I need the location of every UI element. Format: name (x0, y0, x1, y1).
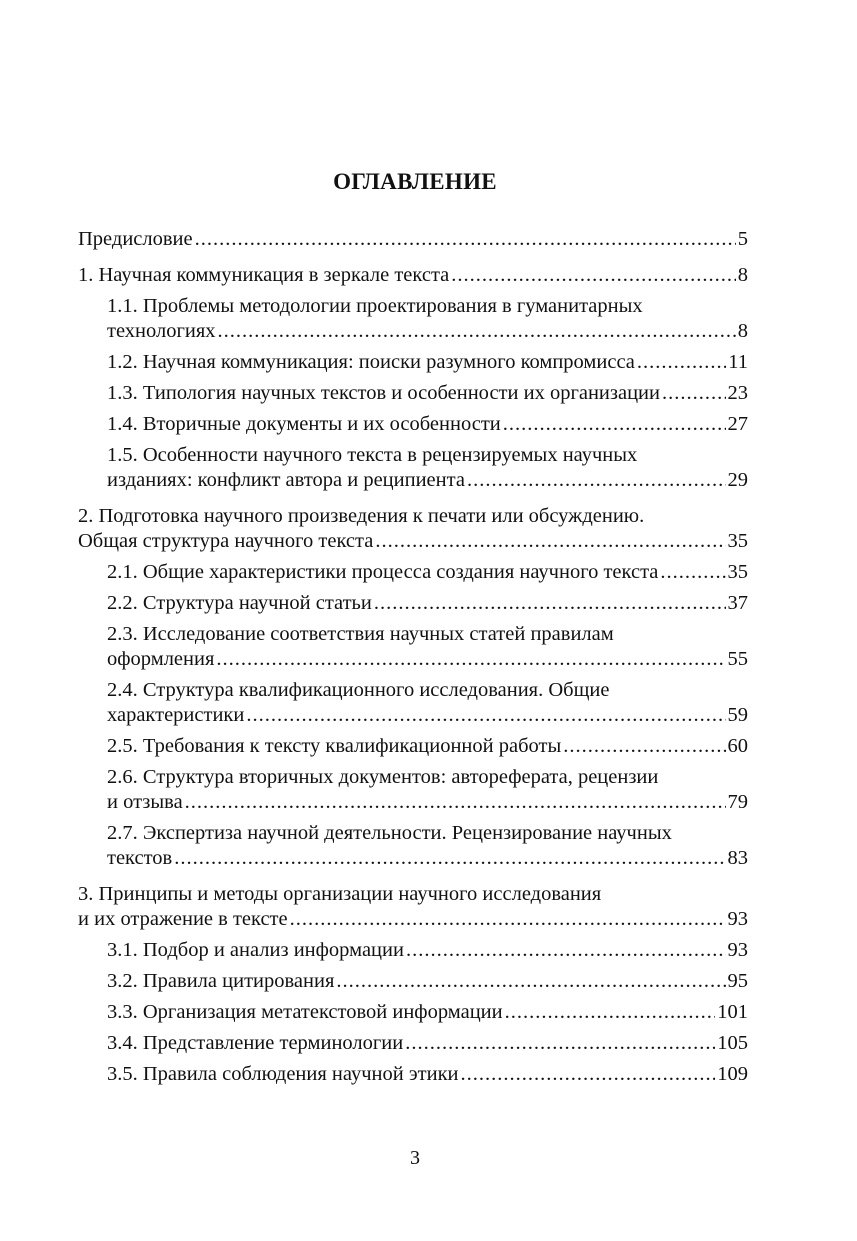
toc-entry-title: 3.5. Правила соблюдения научной этики (107, 1063, 459, 1085)
toc-leader-dots (216, 647, 725, 672)
toc-entry[interactable] (78, 381, 748, 406)
toc-entry-page: 27 (727, 413, 748, 435)
toc-leader-dots (218, 319, 736, 344)
toc-entry-title: 2.2. Структура научной статьи (107, 592, 372, 614)
toc-entry[interactable] (78, 1000, 748, 1025)
toc-leader-dots (662, 381, 726, 406)
toc-entry-page: 59 (727, 704, 748, 726)
toc-entry[interactable] (78, 443, 748, 493)
toc-entry[interactable] (78, 350, 748, 375)
toc-entry[interactable] (78, 622, 748, 672)
toc-entry-page: 55 (727, 648, 748, 670)
toc-entry-title: 1.3. Типология научных текстов и особенности их организации (107, 382, 660, 404)
toc-leader-dots (505, 1000, 716, 1025)
toc-entry-title: 3.4. Представление терминологии (107, 1032, 404, 1054)
toc-leader-dots (174, 846, 725, 871)
toc-leader-dots (195, 227, 736, 252)
toc-entry-page: 29 (727, 469, 748, 491)
toc-entry-title: 1.4. Вторичные документы и их особенности (107, 413, 501, 435)
toc-entry-page: 5 (737, 228, 748, 250)
toc-entry-page: 35 (727, 530, 748, 552)
toc-entry-title: 3.3. Организация метатекстовой информации (107, 1001, 503, 1023)
toc-entry-title: 1.2. Научная коммуникация: поиски разумного компромисса (107, 351, 635, 373)
toc-entry[interactable] (78, 882, 748, 932)
toc-entry-page: 23 (727, 382, 748, 404)
toc-entry-title-line1: 2.6. Структура вторичных документов: автореферата, рецензии (107, 766, 659, 788)
toc-entry-page: 95 (727, 970, 748, 992)
toc-entry-title: 1. Научная коммуникация в зеркале текста (78, 264, 450, 286)
toc-entry[interactable] (78, 765, 748, 815)
page-number: 3 (410, 1147, 420, 1169)
toc-entry-page: 93 (727, 939, 748, 961)
toc-entry-title-line1: 2.3. Исследование соответствия научных статей правилам (107, 623, 614, 645)
toc-leader-dots (451, 263, 735, 288)
toc-entry-title-line1: 3. Принципы и методы организации научного исследования (78, 883, 602, 905)
toc-entry[interactable] (78, 504, 748, 554)
toc-leader-dots (374, 591, 726, 616)
toc-entry-page: 101 (717, 1001, 748, 1023)
toc-entry-page: 35 (727, 561, 748, 583)
toc-entry[interactable] (78, 678, 748, 728)
toc-entry[interactable] (78, 294, 748, 344)
toc-entry-title: изданиях: конфликт автора и реципиента (107, 469, 465, 491)
toc-entry-page: 109 (717, 1063, 748, 1085)
toc-entry-title: 2.1. Общие характеристики процесса создания научного текста (107, 561, 659, 583)
toc-leader-dots (503, 412, 726, 437)
toc-leader-dots (461, 1062, 716, 1087)
page-title: ОГЛАВЛЕНИЕ (333, 169, 497, 194)
toc-leader-dots (563, 734, 725, 759)
toc-leader-dots (467, 468, 726, 493)
toc-entry-title: характеристики (107, 704, 245, 726)
toc-entry-title: оформления (107, 648, 215, 670)
toc-entry[interactable] (78, 591, 748, 616)
toc-leader-dots (405, 1031, 715, 1056)
toc-entry-title-line1: 2.7. Экспертиза научной деятельности. Рецензирование научных (107, 822, 672, 844)
toc-entry[interactable] (78, 1062, 748, 1087)
toc-entry-title: 2.5. Требования к тексту квалификационной работы (107, 735, 562, 757)
toc-entry-page: 83 (727, 847, 748, 869)
toc-entry-title: и их отражение в тексте (78, 908, 288, 930)
toc-entry-title-line1: 2. Подготовка научного произведения к печати или обсуждению. (78, 505, 645, 527)
toc-entry-page: 8 (737, 320, 748, 342)
toc-entry[interactable] (78, 821, 748, 871)
toc-leader-dots (336, 969, 725, 994)
toc-entry[interactable] (78, 227, 748, 252)
toc-entry-page: 8 (737, 264, 748, 286)
toc-entry-page: 93 (727, 908, 748, 930)
toc-leader-dots (290, 907, 726, 932)
toc-entry[interactable] (78, 734, 748, 759)
toc-entry-title: текстов (107, 847, 173, 869)
toc-entry-title: 3.2. Правила цитирования (107, 970, 335, 992)
toc-entry-page: 79 (727, 791, 748, 813)
toc-entry-title: 3.1. Подбор и анализ информации (107, 939, 404, 961)
toc-entry-page: 37 (727, 592, 748, 614)
toc-entry[interactable] (78, 969, 748, 994)
toc-entry-page: 60 (727, 735, 748, 757)
table-of-contents (78, 227, 748, 1087)
toc-entry-title-line1: 1.5. Особенности научного текста в рецензируемых научных (107, 444, 638, 466)
toc-entry[interactable] (78, 938, 748, 963)
toc-entry[interactable] (78, 1031, 748, 1056)
toc-entry-title: Предисловие (78, 228, 193, 250)
toc-leader-dots (660, 560, 725, 585)
toc-entry-title: Общая структура научного текста (78, 530, 374, 552)
toc-entry-title-line1: 2.4. Структура квалификационного исследования. Общие (107, 679, 610, 701)
toc-entry-page: 11 (728, 351, 748, 373)
toc-leader-dots (637, 350, 726, 375)
toc-entry-title: технологиях (107, 320, 216, 342)
toc-entry-page: 105 (717, 1032, 748, 1054)
toc-entry-title: и отзыва (107, 791, 183, 813)
toc-entry-title-line1: 1.1. Проблемы методологии проектирования в гуманитарных (107, 295, 643, 317)
toc-leader-dots (185, 790, 726, 815)
toc-leader-dots (406, 938, 726, 963)
toc-leader-dots (246, 703, 725, 728)
toc-entry[interactable] (78, 560, 748, 585)
toc-leader-dots (375, 529, 725, 554)
toc-entry[interactable] (78, 412, 748, 437)
toc-entry[interactable] (78, 263, 748, 288)
